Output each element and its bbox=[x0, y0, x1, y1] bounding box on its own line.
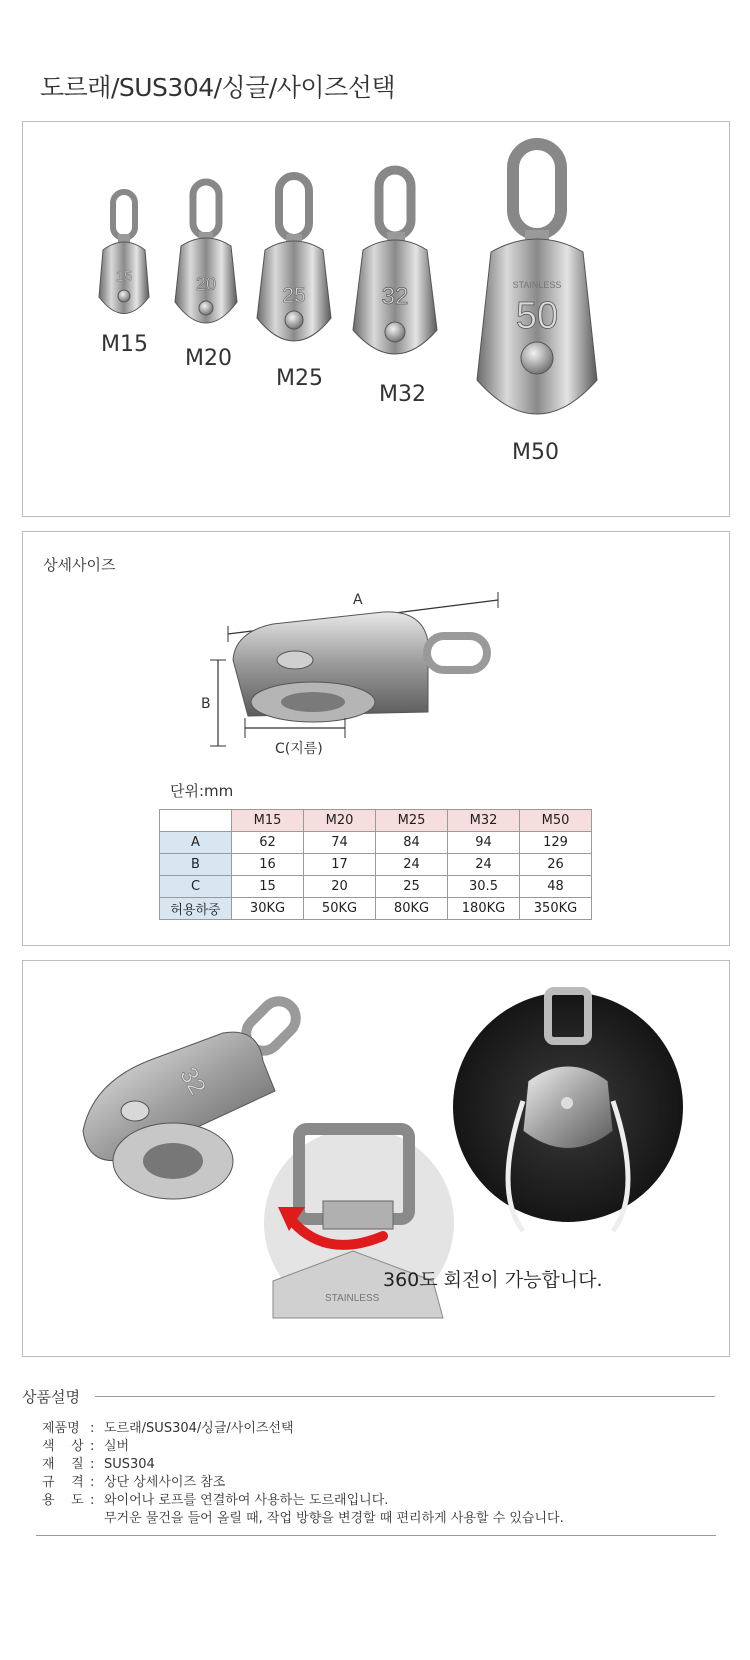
engraving-15: 15 bbox=[115, 268, 133, 285]
spec-col-header: M32 bbox=[448, 810, 520, 832]
stamp-stainless: STAINLESS bbox=[325, 1293, 380, 1304]
size-label-m25: M25 bbox=[276, 366, 323, 391]
spec-cell: 62 bbox=[232, 832, 304, 854]
spec-cell: 30KG bbox=[232, 898, 304, 920]
spec-col-header: M20 bbox=[304, 810, 376, 832]
spec-row-header: A bbox=[160, 832, 232, 854]
spec-cell: 50KG bbox=[304, 898, 376, 920]
pulley-m50-image bbox=[477, 144, 597, 414]
engraving-25: 25 bbox=[282, 284, 306, 307]
dimension-c-label: C(지름) bbox=[275, 741, 323, 757]
dimension-a-label: A bbox=[353, 592, 363, 608]
stamp-stainless: STAINLESS bbox=[512, 280, 562, 290]
spec-cell: 180KG bbox=[448, 898, 520, 920]
spec-col-header: M25 bbox=[376, 810, 448, 832]
spec-cell: 16 bbox=[232, 854, 304, 876]
feature-panel bbox=[22, 960, 730, 1357]
engraving-32: 32 bbox=[381, 283, 409, 310]
description-value: 도르래/SUS304/싱글/사이즈선택 bbox=[104, 1421, 294, 1436]
description-value: 실버 bbox=[104, 1439, 130, 1454]
engraving-50: 50 bbox=[515, 295, 559, 337]
spec-table-row bbox=[160, 898, 592, 920]
pulley-lineup-image bbox=[23, 122, 730, 517]
size-label-m20: M20 bbox=[185, 346, 232, 371]
description-label: 제품명 bbox=[42, 1421, 80, 1436]
pulley-m15-image bbox=[99, 192, 149, 314]
spec-cell: 15 bbox=[232, 876, 304, 898]
detail-size-title: 상세사이즈 bbox=[43, 556, 116, 574]
description-row: 제품명 : 도르래/SUS304/싱글/사이즈선택 bbox=[42, 1421, 294, 1436]
spec-cell: 80KG bbox=[376, 898, 448, 920]
size-label-m32: M32 bbox=[379, 382, 426, 407]
description-divider bbox=[95, 1396, 715, 1397]
size-lineup-panel bbox=[22, 121, 730, 517]
description-label: 색 상 bbox=[42, 1439, 84, 1454]
description-row: 색 상 : 실버 bbox=[42, 1439, 130, 1454]
spec-cell: 94 bbox=[448, 832, 520, 854]
description-label: 용 도 bbox=[42, 1493, 84, 1508]
pulley-angled-image bbox=[83, 994, 303, 1199]
spec-table-row bbox=[160, 876, 592, 898]
engraving-20: 20 bbox=[195, 274, 217, 294]
spec-cell: 17 bbox=[304, 854, 376, 876]
spec-row-header: 허용하중 bbox=[160, 898, 232, 920]
swivel-caption: 360도 회전이 가능합니다. bbox=[383, 1269, 603, 1291]
spec-cell: 25 bbox=[376, 876, 448, 898]
spec-cell: 20 bbox=[304, 876, 376, 898]
page-title: 도르래/SUS304/싱글/사이즈선택 bbox=[40, 73, 396, 102]
description-label: 재 질 bbox=[42, 1457, 84, 1472]
hanging-pulley-photo bbox=[453, 991, 683, 1231]
spec-table-header-row bbox=[160, 810, 592, 832]
description-row: 용 도 : 와이어나 로프를 연결하여 사용하는 도르래입니다. 무거운 물건을 들어 올릴 때, 작업 방향을 변경할 때 편리하게 사용할 수 있습니다. bbox=[42, 1493, 564, 1526]
feature-images bbox=[23, 961, 730, 1357]
description-label: 규 격 bbox=[42, 1475, 84, 1490]
size-label-m15: M15 bbox=[101, 332, 148, 357]
description-value: 와이어나 로프를 연결하여 사용하는 도르래입니다. 무거운 물건을 들어 올릴 때, 작업 방향을 변경할 때 편리하게 사용할 수 있습니다. bbox=[104, 1493, 564, 1526]
description-row: 규 격 : 상단 상세사이즈 참조 bbox=[42, 1475, 226, 1490]
pulley-m32-image bbox=[353, 170, 437, 354]
spec-cell: 350KG bbox=[520, 898, 592, 920]
pulley-m20-image bbox=[175, 182, 237, 323]
spec-corner-cell bbox=[160, 810, 232, 832]
engraving-32: 32 bbox=[174, 1062, 211, 1100]
spec-table-row bbox=[160, 854, 592, 876]
spec-table bbox=[159, 809, 592, 920]
dimension-b-label: B bbox=[201, 696, 211, 712]
detail-size-panel bbox=[22, 531, 730, 946]
spec-cell: 74 bbox=[304, 832, 376, 854]
spec-cell: 30.5 bbox=[448, 876, 520, 898]
unit-label: 단위:mm bbox=[170, 782, 234, 800]
spec-row-header: C bbox=[160, 876, 232, 898]
description-row: 재 질 : SUS304 bbox=[42, 1457, 155, 1472]
dimension-diagram bbox=[23, 532, 730, 772]
spec-cell: 24 bbox=[376, 854, 448, 876]
spec-row-header: B bbox=[160, 854, 232, 876]
spec-cell: 84 bbox=[376, 832, 448, 854]
pulley-m25-image bbox=[257, 176, 331, 341]
spec-table-row bbox=[160, 832, 592, 854]
bottom-divider bbox=[36, 1535, 716, 1536]
spec-cell: 129 bbox=[520, 832, 592, 854]
description-value: 상단 상세사이즈 참조 bbox=[104, 1475, 226, 1490]
description-list bbox=[42, 1420, 564, 1528]
spec-cell: 26 bbox=[520, 854, 592, 876]
size-label-m50: M50 bbox=[512, 440, 559, 465]
spec-col-header: M15 bbox=[232, 810, 304, 832]
spec-cell: 24 bbox=[448, 854, 520, 876]
spec-col-header: M50 bbox=[520, 810, 592, 832]
description-heading: 상품설명 bbox=[22, 1388, 80, 1406]
spec-cell: 48 bbox=[520, 876, 592, 898]
description-value: SUS304 bbox=[104, 1457, 155, 1472]
